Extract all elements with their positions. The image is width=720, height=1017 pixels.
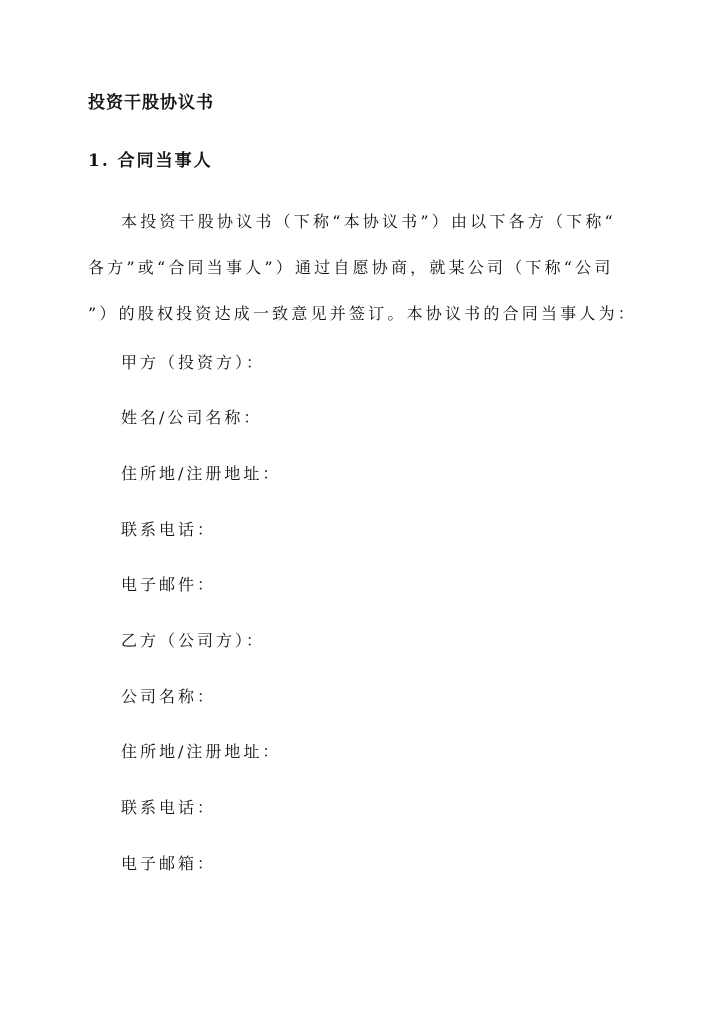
document-title: 投资干股协议书	[88, 93, 214, 113]
party-a-phone-label: 联系电话：	[121, 520, 217, 539]
party-a-name-label: 姓名/公司名称：	[121, 408, 263, 427]
party-b-phone-label: 联系电话：	[121, 798, 217, 817]
party-b-heading: 乙方（公司方）：	[121, 631, 266, 650]
intro-paragraph	[88, 199, 636, 337]
paragraph-line: 各方”或“合同当事人”）通过自愿协商，就某公司（下称“公司	[88, 258, 614, 277]
party-b-name-label: 公司名称：	[121, 687, 217, 706]
party-b-address-label: 住所地/注册地址：	[121, 742, 282, 761]
party-a-address-label: 住所地/注册地址：	[121, 464, 282, 483]
party-a-heading: 甲方（投资方）：	[121, 353, 266, 372]
party-b-email-label: 电子邮箱：	[121, 854, 217, 873]
paragraph-line: 本投资干股协议书（下称“本协议书”）由以下各方（下称“	[121, 212, 616, 231]
paragraph-line: ”）的股权投资达成一致意见并签订。本协议书的合同当事人为：	[88, 304, 637, 323]
section-heading: 1. 合同当事人	[88, 151, 213, 171]
party-a-email-label: 电子邮件：	[121, 575, 217, 594]
